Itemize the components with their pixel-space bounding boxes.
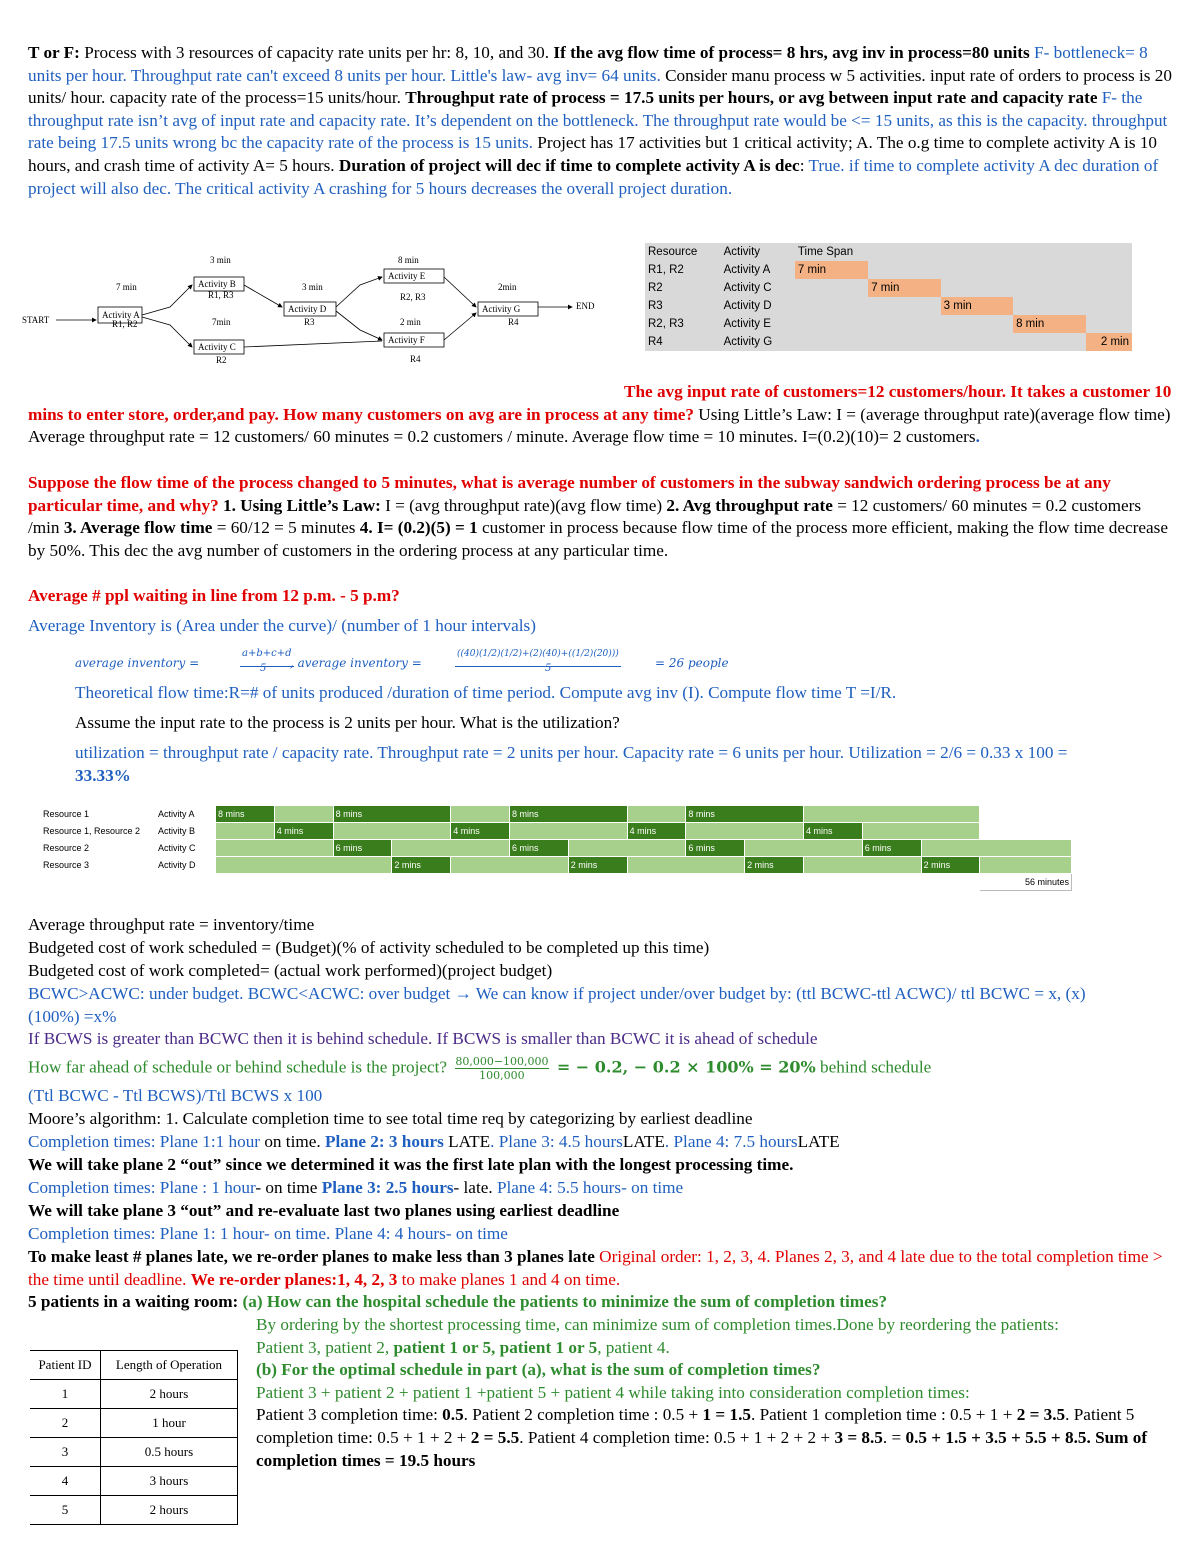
gantt1-header-timespan: Time Span — [797, 246, 854, 258]
node-b-time: 3 min — [210, 255, 231, 265]
node-d-name: Activity D — [288, 304, 327, 314]
gantt2-res: Resource 3 — [41, 857, 156, 874]
node-e-res: R2, R3 — [400, 292, 426, 302]
formula-mid: , average inventory = — [290, 656, 422, 670]
gantt2-res: Resource 1, Resource 2 — [41, 823, 156, 840]
schedule-formula: (Ttl BCWC - Ttl BCWS)/Ttl BCWS x 100 — [28, 1086, 323, 1105]
node-d-time: 3 min — [302, 282, 323, 292]
subway-q1: The avg input rate of customers=12 customers/hour. It takes a customer 10 mins to enter store, order,and pay. How many customers on avg are in process at any time? — [28, 382, 1172, 424]
schedule-result: = − 0.2, − 0.2 × 100% = 20% — [556, 1057, 816, 1077]
patients-header-id: Patient ID — [30, 1351, 101, 1380]
node-b-res: R1, R3 — [208, 290, 234, 300]
node-b-name: Activity B — [198, 279, 236, 289]
gantt2-total: 56 minutes — [980, 874, 1072, 891]
gantt2-bar-b: 4 mins — [274, 823, 333, 840]
tf-colon: : — [799, 155, 809, 175]
patients-question: 5 patients in a waiting room: (a) How can the hospital schedule the patients to minimize the sum of completion times? — [28, 1292, 888, 1311]
gantt-chart-small — [645, 243, 1132, 351]
schedule-rule: If BCWS is greater than BCWC then it is behind schedule. If BCWS is smaller than BCWC it is ahead of schedule — [28, 1029, 818, 1048]
theoretical-flow-time: Theoretical flow time:R=# of units produced /duration of time period. Compute avg inv (I). Compute flow time T =I/R. — [75, 683, 897, 702]
gantt1-res: R3 — [648, 300, 663, 312]
tf-answer-3: True. if time to complete activity A dec duration of project will also dec. The critical activity A crashing for 5 hours decreases the overall project duration. — [28, 155, 1159, 198]
node-a-name: Activity A — [102, 310, 140, 320]
formula-lhs: average inventory = — [75, 656, 200, 670]
subway-step1-text: I = (avg throughput rate)(avg flow time) — [380, 495, 667, 515]
formula-den1: 5 — [260, 663, 267, 674]
tf-text-3: Project has 17 activities but 1 critical activity; A. The o.g time to complete activity A is 10 hours, and crash time of activity A= 5 hours. — [28, 133, 1158, 175]
node-d-res: R3 — [304, 317, 315, 327]
gantt1-header-resource: Resource — [648, 246, 698, 258]
node-f-time: 2 min — [400, 317, 421, 327]
table-row: 3 0.5 hours — [30, 1438, 238, 1467]
schedule-question: How far ahead of schedule or behind schedule is the project? $\frac{80,000-100,000}{100,000}$ = − 0.2, − 0.2 × 100% = 20% behind schedule — [28, 1055, 932, 1082]
node-f-res: R4 — [410, 354, 421, 364]
gantt2-act: Activity A — [156, 806, 216, 823]
subway-step4: 4. I= (0.2)(5) = 1 — [359, 518, 478, 538]
tf-text-2: Consider manu process w 5 activities. input rate of orders to process is 20 units/ hour. capacity rate of the process=15 units/hour. — [28, 65, 1172, 108]
completion-times-2: Completion times: Plane : 1 hour- on time Plane 3: 2.5 hours- late. Plane 4: 5.5 hours- on time — [28, 1178, 684, 1197]
formula-den2: 5 — [545, 663, 552, 674]
gantt2-res: Resource 2 — [41, 840, 156, 857]
table-row: 1 2 hours — [30, 1380, 238, 1409]
gantt-chart-large — [40, 805, 1072, 891]
patients-header-length: Length of Operation — [101, 1351, 238, 1380]
formula-num1: a+b+c+d — [240, 643, 294, 667]
gantt2-act: Activity C — [156, 840, 216, 857]
gantt1-bar: 7 min — [868, 279, 940, 297]
gantt1-bar: 3 min — [941, 297, 1013, 315]
gantt2-bar-d: 2 mins — [392, 857, 451, 874]
node-a-time: 7 min — [116, 282, 137, 292]
table-row: 5 2 hours — [30, 1496, 238, 1525]
schedule-fraction: $\frac{80,000-100,000}{100,000}$ — [455, 1055, 549, 1082]
avg-inventory-formula — [75, 645, 875, 675]
spt-answer: By ordering by the shortest processing time, can minimize sum of completion times.Done by reordering the patients: — [256, 1315, 1059, 1334]
tf-statement-3: Duration of project will dec if time to complete activity A is dec — [338, 155, 800, 175]
gantt1-bar: 8 min — [1013, 315, 1085, 333]
gantt1-row — [645, 297, 1132, 315]
node-e-name: Activity E — [388, 271, 426, 281]
gantt2-row — [41, 840, 1072, 857]
subway-step1: 1. Using Little’s Law: — [218, 495, 381, 515]
tf-statement-2: Throughput rate of process = 17.5 units per hours, or avg between input rate and capacity rate — [405, 88, 1098, 108]
utilization-question: Assume the input rate to the process is 2 units per hour. What is the utilization? — [75, 713, 620, 732]
gantt2-res: Resource 1 — [41, 806, 156, 823]
subway-step4-text: customer in process because flow time of the process more efficient, making the flow time decrease by 50%. This dec the avg number of customers in the ordering process at any particular time. — [28, 518, 1168, 560]
part-b-intro: Patient 3 + patient 2 + patient 1 +patient 5 + patient 4 while taking into consideration completion times: — [256, 1382, 970, 1402]
gantt2-bar-c: 6 mins — [862, 840, 921, 857]
completion-times-1: Completion times: Plane 1:1 hour on time. Plane 2: 3 hours LATE. Plane 3: 4.5 hoursLATE. Plane 4: 7.5 hoursLATE — [28, 1132, 840, 1151]
gantt1-act: Activity G — [723, 336, 773, 348]
completion-times-3: Completion times: Plane 1: 1 hour- on time. Plane 4: 4 hours- on time — [28, 1224, 508, 1243]
part-b-question: (b) For the optimal schedule in part (a), what is the sum of completion times? — [256, 1360, 821, 1380]
gantt1-bar: 7 min — [795, 261, 868, 279]
part-b-answer: Patient 3 completion time: 0.5. Patient 2 completion time : 0.5 + 1 = 1.5. Patient 1 completion time : 0.5 + 1 + 2 = 3.5. Patient 5 completion time: 0.5 + 1 + 2 + 2 = 5.5. Patient 4 completion time: 0.5 + 1 + 2 + 2 + 3 = 8.5. = 0.5 + 1.5 + 3.5 + 5.5 + 8.5. Sum of completion times = 19.5 hours — [256, 1405, 1148, 1470]
subway-step3-text: = 60/12 = 5 minutes — [212, 518, 360, 538]
gantt2-row — [41, 857, 1072, 874]
formula-num2: ((40)(1/2)(1/2)+(2)(40)+((1/2)(20))) — [455, 643, 621, 667]
table-row: 4 3 hours — [30, 1467, 238, 1496]
gantt2-bar-c: 6 mins — [686, 840, 745, 857]
gantt2-act: Activity B — [156, 823, 216, 840]
gantt1-act: Activity D — [723, 300, 772, 312]
end-label: END — [576, 301, 595, 311]
gantt2-act: Activity D — [156, 857, 216, 874]
node-g-name: Activity G — [482, 304, 521, 314]
table-row: 2 1 hour — [30, 1409, 238, 1438]
gantt1-row — [645, 333, 1132, 351]
gantt2-bar-a: 8 mins — [216, 806, 275, 823]
bcws-def: Budgeted cost of work scheduled = (Budget)(% of activity scheduled to be completed up this time) — [28, 938, 710, 957]
avg-inventory-def: Average Inventory is (Area under the curve)/ (number of 1 hour intervals) — [28, 616, 536, 635]
tf-statement-1: If the avg flow time of process= 8 hrs, avg inv in process=80 units — [553, 43, 1030, 62]
gantt1-row — [645, 261, 1132, 279]
subway-step2-text: = 12 customers/ 60 minutes = 0.2 customers /min — [28, 495, 1142, 538]
gantt2-bar-a: 8 mins — [686, 806, 804, 823]
subway-step3: 3. Average flow time — [63, 518, 213, 538]
gantt1-res: R2 — [648, 282, 663, 294]
patients-answer — [256, 1314, 1174, 1472]
subway-a1: Using Little’s Law: I = (average throughput rate)(average flow time) Average throughput rate = 12 customers/ 60 minutes = 0.2 customers / minute. Average flow time = 10 minutes. I=(0.2)(10)= 2 customers — [28, 404, 1171, 447]
avg-people-question: Average # ppl waiting in line from 12 p.m. - 5 p.m? — [28, 586, 400, 605]
patient-order: Patient 3, patient 2, patient 1 or 5, patient 1 or 5, patient 4. — [256, 1337, 670, 1357]
throughput-line: Average throughput rate = inventory/time — [28, 915, 315, 934]
gantt1-header-activity: Activity — [723, 246, 761, 258]
subway-a1-dot: . — [975, 427, 980, 447]
gantt1-res: R1, R2 — [648, 264, 684, 276]
patients-table — [30, 1350, 238, 1525]
true-false-paragraph — [28, 42, 1173, 200]
formula-rhs: = 26 people — [655, 656, 729, 670]
gantt2-bar-c: 6 mins — [509, 840, 568, 857]
node-a-res: R1, R2 — [112, 319, 138, 329]
gantt2-bar-b: 4 mins — [627, 823, 686, 840]
subway-question-2 — [28, 472, 1173, 562]
gantt1-act: Activity E — [723, 318, 771, 330]
bcwc-def: Budgeted cost of work completed= (actual work performed)(project budget) — [28, 961, 553, 980]
tf-text: Process with 3 resources of capacity rate units per hr: 8, 10, and 30. — [79, 43, 554, 62]
gantt1-act: Activity A — [723, 264, 771, 276]
utilization-answer: utilization = throughput rate / capacity rate. Throughput rate = 2 units per hour. Capacity rate = 6 units per hour. Utilization = 2/6 = 0.33 x 100 = 33.33% — [75, 743, 1068, 785]
tf-answer-1: F- bottleneck= 8 units per hour. Throughput rate can't exceed 8 units per hour. Little's law- avg inv= 64 units. — [28, 43, 1148, 85]
budget-rule: BCWC>ACWC: under budget. BCWC<ACWC: over budget → We can know if project under/over budget by: (ttl BCWC-ttl ACWC)/ ttl BCWC = x, (x)(100%) =x% — [28, 984, 1086, 1026]
remove-plane-2: We will take plane 2 “out” since we determined it was the first late plan with the longest processing time. — [28, 1155, 794, 1174]
gantt1-row — [645, 279, 1132, 297]
node-c-time: 7min — [212, 317, 231, 327]
node-g-res: R4 — [508, 317, 519, 327]
node-g-time: 2min — [498, 282, 517, 292]
gantt2-row — [41, 806, 1072, 823]
tf-label: T or F: — [28, 43, 80, 62]
gantt2-bar-b: 4 mins — [803, 823, 862, 840]
gantt2-row — [41, 823, 1072, 840]
start-label: START — [22, 315, 50, 325]
node-c-name: Activity C — [198, 342, 236, 352]
subway-step2: 2. Avg throughput rate — [666, 495, 833, 515]
gantt2-bar-d: 2 mins — [921, 857, 980, 874]
gantt1-res: R4 — [648, 336, 663, 348]
gantt1-act: Activity C — [723, 282, 772, 294]
tf-answer-2: F- the throughput rate isn’t avg of input rate and capacity rate. It’s dependent on the bottleneck. The throughput rate would be <= 15 units, as this is the capacity. throughput rate being 17.5 units wrong bc the capacity rate of the process is 15 units. — [28, 88, 1168, 153]
subway-q2: Suppose the flow time of the process changed to 5 minutes, what is average number of customers in the subway sandwich ordering process be at any particular time, and why? — [28, 473, 1111, 515]
remove-plane-3: We will take plane 3 “out” and re-evaluate last two planes using earliest deadline — [28, 1201, 620, 1220]
gantt2-bar-c: 6 mins — [333, 840, 392, 857]
gantt2-bar-a: 8 mins — [509, 806, 627, 823]
utilization-value: 33.33% — [75, 765, 131, 785]
activity-network-diagram — [20, 245, 610, 370]
gantt2-bar-d: 2 mins — [745, 857, 804, 874]
moore-intro: Moore’s algorithm: 1. Calculate completion time to see total time req by categorizing by earliest deadline — [28, 1109, 753, 1128]
node-c-res: R2 — [216, 355, 227, 365]
gantt2-bar-a: 8 mins — [333, 806, 451, 823]
node-f-name: Activity F — [388, 335, 425, 345]
gantt2-bar-b: 4 mins — [451, 823, 510, 840]
node-e-time: 8 min — [398, 255, 419, 265]
gantt1-bar: 2 min — [1086, 333, 1132, 351]
gantt1-res: R2, R3 — [648, 318, 684, 330]
subway-question-1 — [28, 381, 1173, 449]
reorder-planes: To make least # planes late, we re-order planes to make less than 3 planes late Original order: 1, 2, 3, 4. Planes 2, 3, and 4 late due to the total completion time > the time until deadline. We re-order planes:1, 4, 2, 3 to make planes 1 and 4 on time. — [28, 1247, 1163, 1289]
gantt2-bar-d: 2 mins — [568, 857, 627, 874]
gantt1-row — [645, 315, 1132, 333]
